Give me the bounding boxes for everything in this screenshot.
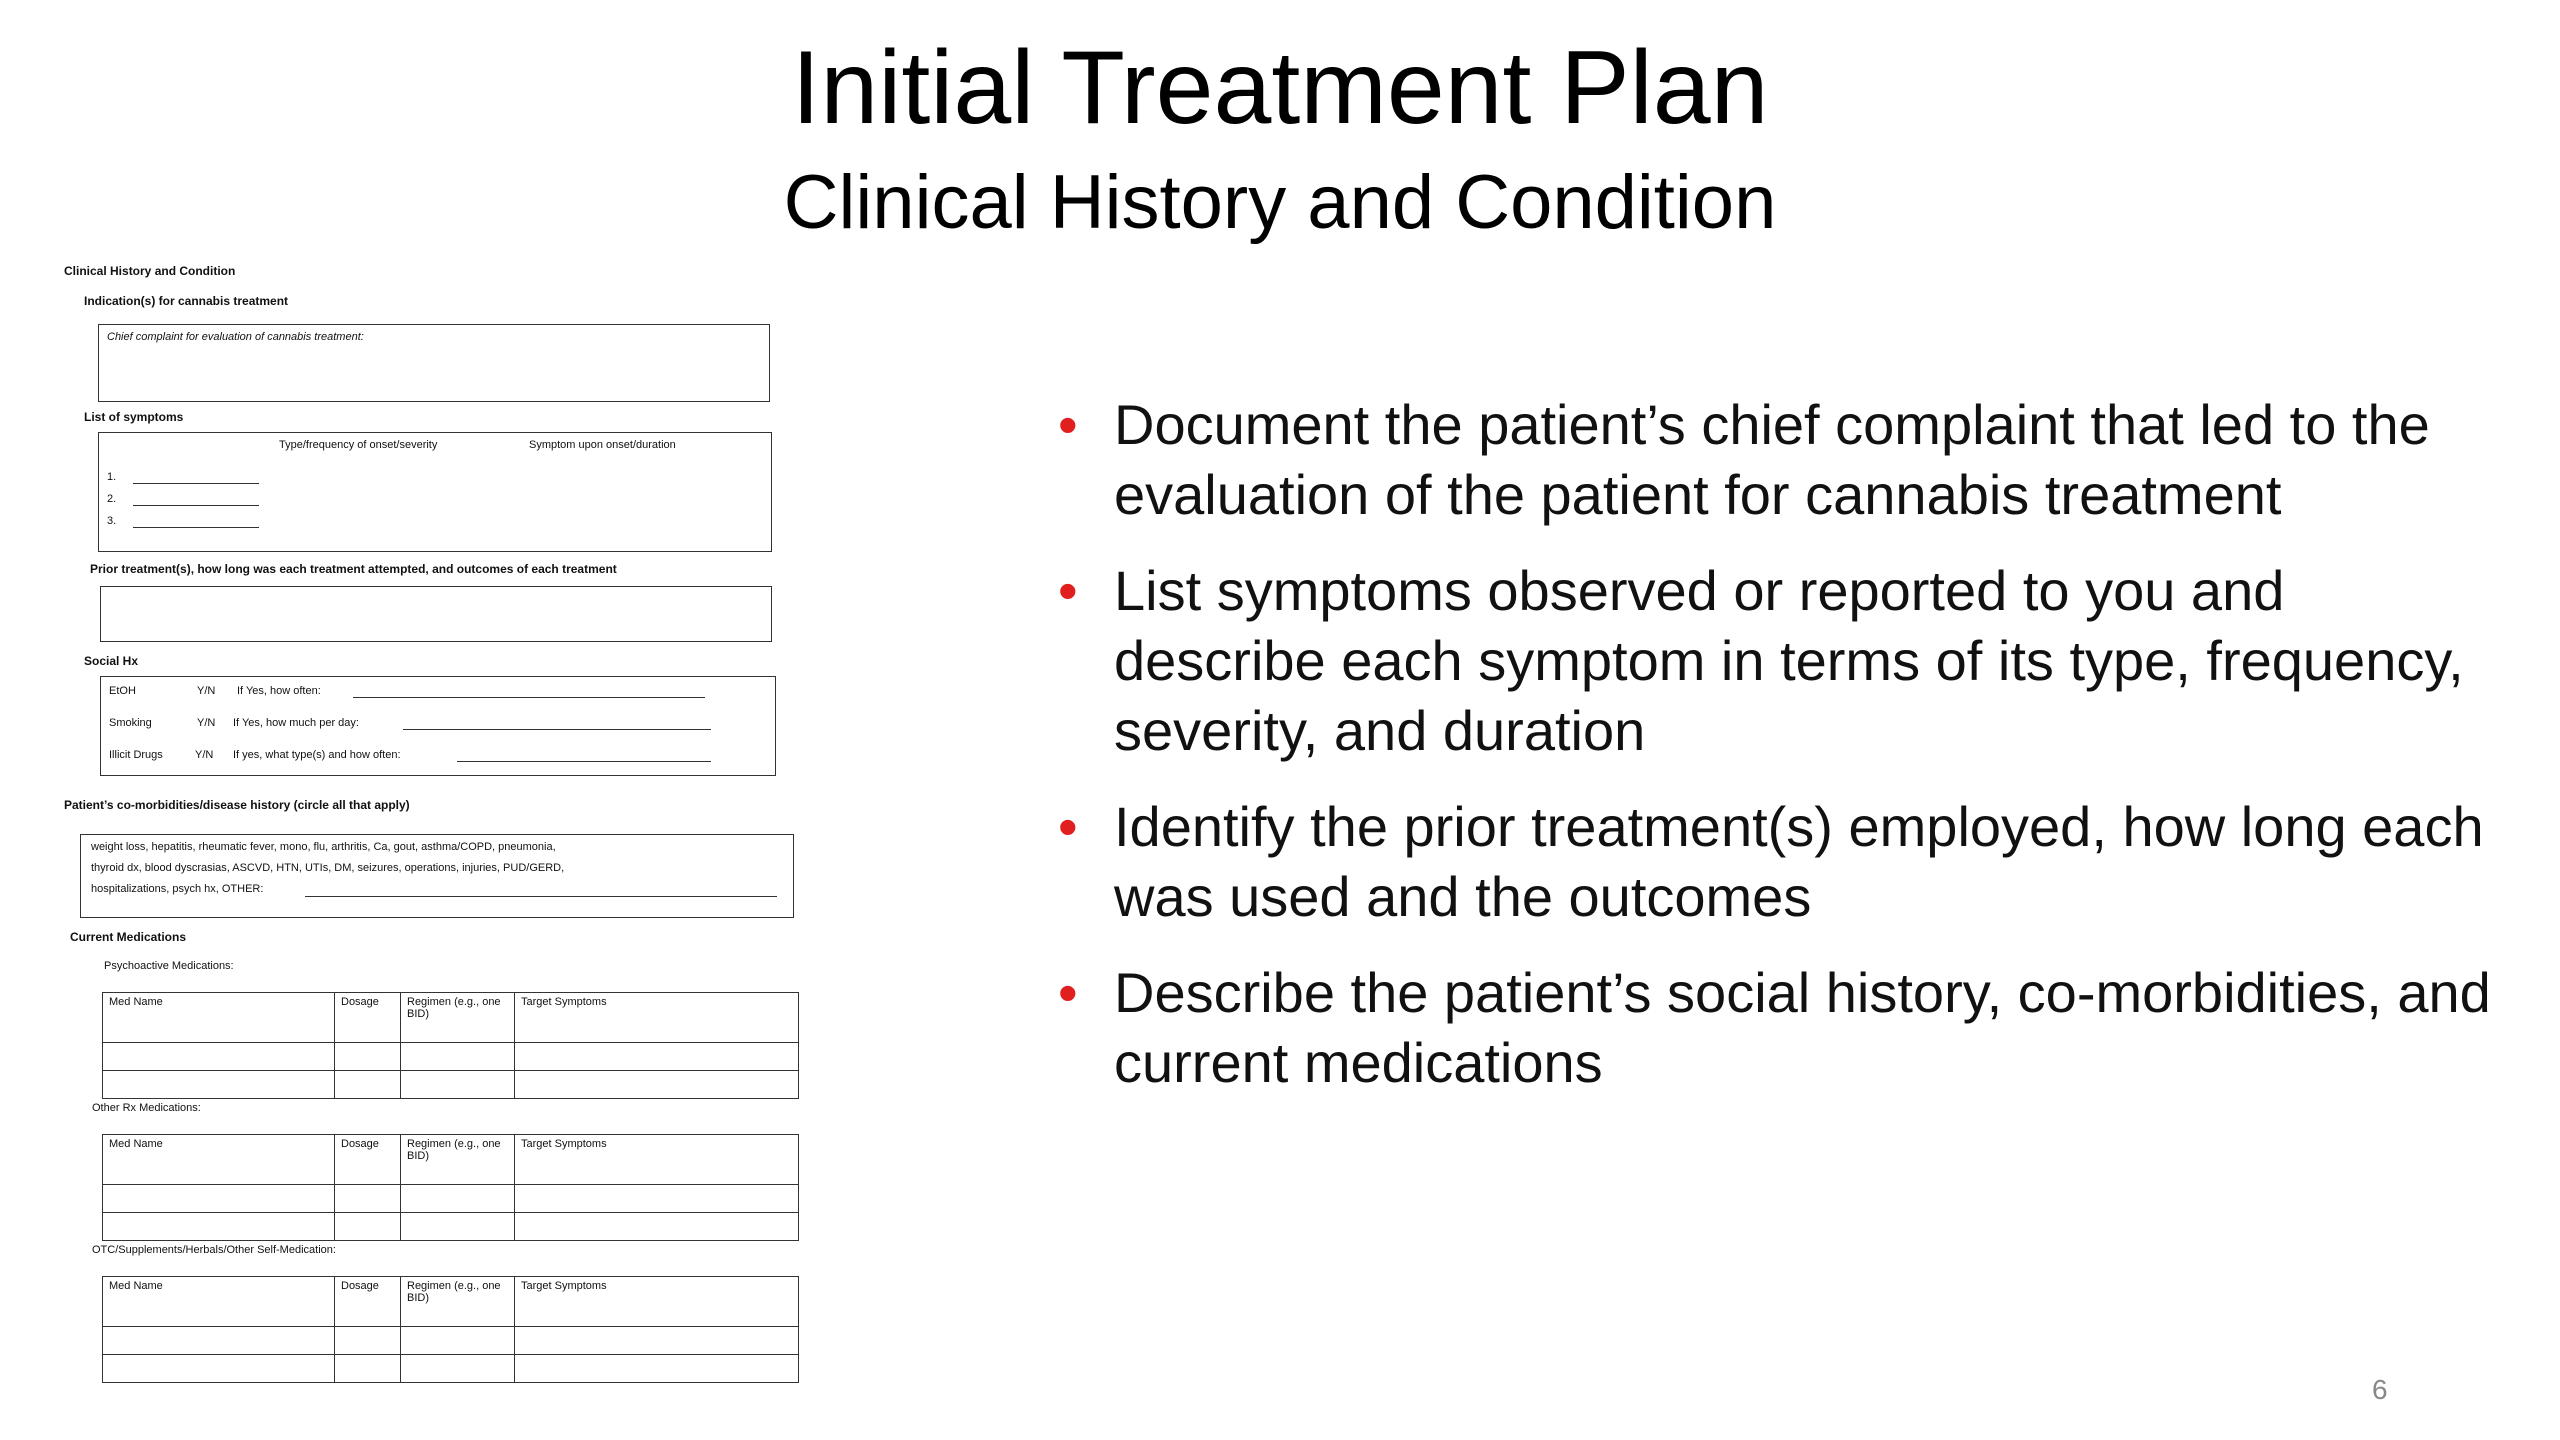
social-prompt: If Yes, how often: — [237, 685, 321, 697]
bullet-item — [1054, 958, 2494, 1098]
regimen-header: Regimen (e.g., one BID) — [401, 993, 515, 1043]
symptoms-col1-header: Type/frequency of onset/severity — [279, 439, 438, 451]
dosage-header: Dosage — [335, 1277, 401, 1327]
social-prompt: If Yes, how much per day: — [233, 717, 359, 729]
comorbidities-box — [80, 834, 794, 918]
med-section-label: Other Rx Medications: — [92, 1102, 201, 1114]
indications-label: Indication(s) for cannabis treatment — [84, 294, 289, 308]
comorbidities-line: thyroid dx, blood dyscrasias, ASCVD, HTN, UTIs, DM, seizures, operations, injuries, PUD/GERD, — [91, 862, 565, 874]
social-prompt: If yes, what type(s) and how often: — [233, 749, 401, 761]
social-hx-box — [100, 676, 776, 776]
dosage-header: Dosage — [335, 1135, 401, 1185]
bullet-dot-icon: • — [1058, 559, 1078, 622]
med-name-header: Med Name — [103, 1135, 335, 1185]
bullet-item — [1054, 792, 2494, 932]
comorbidities-line: hospitalizations, psych hx, OTHER: — [91, 883, 264, 895]
symptom-number: 2. — [107, 493, 117, 505]
regimen-header: Regimen (e.g., one BID) — [401, 1135, 515, 1185]
social-answer-line — [457, 761, 711, 762]
bullet-text: List symptoms observed or reported to you and describe each symptom in terms of its type, frequency, severity, and duration — [1114, 559, 2464, 762]
chief-complaint-box — [98, 324, 770, 402]
chief-complaint-prompt: Chief complaint for evaluation of cannabis treatment: — [107, 331, 364, 343]
prior-treatment-label: Prior treatment(s), how long was each treatment attempted, and outcomes of each treatment — [90, 562, 617, 576]
bullet-text: Document the patient’s chief complaint that led to the evaluation of the patient for cannabis treatment — [1114, 393, 2430, 526]
social-yn: Y/N — [197, 717, 216, 729]
regimen-header: Regimen (e.g., one BID) — [401, 1277, 515, 1327]
other-answer-line — [305, 896, 777, 897]
med-name-header: Med Name — [103, 993, 335, 1043]
psychoactive-med-table — [102, 992, 799, 1099]
bullet-dot-icon: • — [1058, 795, 1078, 858]
symptom-number: 3. — [107, 515, 117, 527]
bullet-dot-icon: • — [1058, 961, 1078, 1024]
med-section-label: Psychoactive Medications: — [104, 960, 234, 972]
slide-subtitle: Clinical History and Condition — [783, 160, 1777, 245]
social-yn: Y/N — [195, 749, 214, 761]
slide-title: Initial Treatment Plan — [791, 30, 1769, 146]
bullet-text: Identify the prior treatment(s) employed, how long each was used and the outcomes — [1114, 795, 2484, 928]
social-item: Smoking — [109, 717, 152, 729]
social-answer-line — [353, 697, 705, 698]
comorbidities-line: weight loss, hepatitis, rheumatic fever, mono, flu, arthritis, Ca, gout, asthma/COPD, pneumonia, — [91, 841, 556, 853]
bullet-item — [1054, 556, 2494, 766]
page-number: 6 — [2372, 1374, 2388, 1405]
symptoms-col2-header: Symptom upon onset/duration — [529, 439, 676, 451]
bullet-dot-icon: • — [1058, 393, 1078, 456]
bullet-item — [1054, 390, 2494, 530]
symptoms-label: List of symptoms — [84, 410, 184, 424]
symptom-number: 1. — [107, 471, 117, 483]
comorbidities-label: Patient’s co-morbidities/disease history (circle all that apply) — [64, 798, 410, 812]
symptoms-box — [98, 432, 772, 552]
symptom-line — [133, 527, 259, 528]
symptom-line — [133, 505, 259, 506]
social-yn: Y/N — [197, 685, 216, 697]
social-item: Illicit Drugs — [109, 749, 163, 761]
social-item: EtOH — [109, 685, 136, 697]
target-symptoms-header: Target Symptoms — [515, 1135, 799, 1185]
otc-med-table — [102, 1276, 799, 1383]
symptom-line — [133, 483, 259, 484]
target-symptoms-header: Target Symptoms — [515, 993, 799, 1043]
current-meds-label: Current Medications — [70, 930, 187, 944]
prior-treatment-box — [100, 586, 772, 642]
form-heading: Clinical History and Condition — [64, 264, 236, 278]
bullet-list — [1054, 390, 2494, 1124]
other-rx-med-table — [102, 1134, 799, 1241]
bullet-text: Describe the patient’s social history, co-morbidities, and current medications — [1114, 961, 2491, 1094]
dosage-header: Dosage — [335, 993, 401, 1043]
form-thumbnail — [64, 260, 824, 1400]
social-answer-line — [403, 729, 711, 730]
social-hx-label: Social Hx — [84, 654, 139, 668]
med-name-header: Med Name — [103, 1277, 335, 1327]
target-symptoms-header: Target Symptoms — [515, 1277, 799, 1327]
med-section-label: OTC/Supplements/Herbals/Other Self-Medication: — [92, 1244, 336, 1256]
